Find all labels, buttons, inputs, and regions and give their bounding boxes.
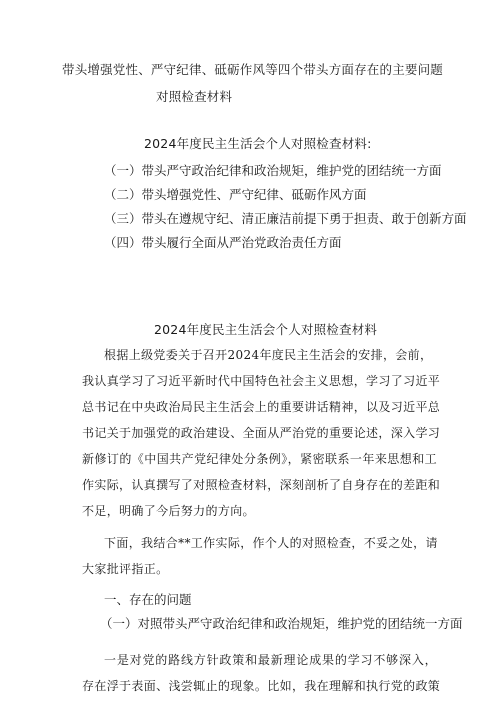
paragraph-line: 作实际，认真撰写了对照检查材料，深刻剖析了自身存在的差距和 [82,478,441,492]
document-title-line-2: 对照检查材料 [156,89,233,104]
toc-item-4: （四）带头履行全面从严治党政治责任方面 [104,235,342,250]
paragraph-line: 我认真学习了习近平新时代中国特色社会主义思想，学习了习近平 [82,374,441,388]
subsection-heading: （一）对照带头严守政治纪律和政治规矩，维护党的团结统一方面 [100,616,463,631]
section-heading: 一、存在的问题 [104,592,192,607]
paragraph-line: 一是对党的路线方针政策和最新理论成果的学习不够深入， [104,653,437,667]
toc-item-3: （三）带头在遵规守纪、清正廉洁前提下勇于担责、敢于创新方面 [104,211,467,226]
toc-item-1: （一）带头严守政治纪律和政治规矩，维护党的团结统一方面 [104,163,442,178]
toc-item-2: （二）带头增强党性、严守纪律、砥砺作风方面 [104,187,367,202]
paragraph-line: 书记关于加强党的政治建设、全面从严治党的重要论述，深入学习 [82,426,441,440]
paragraph-line: 不足，明确了今后努力的方向。 [82,504,255,518]
paragraph-line: 大家批评指正。 [82,562,169,576]
paragraph-line: 存在浮于表面、浅尝辄止的现象。比如，我在理解和执行党的政策 [82,679,441,693]
paragraph-line: 下面，我结合**工作实际，作个人的对照检查，不妥之处，请 [104,536,438,550]
document-title-line-1: 带头增强党性、严守纪律、砥砺作风等四个带头方面存在的主要问题 [62,62,444,77]
main-heading: 2024年度民主生活会个人对照检查材料 [154,322,378,337]
paragraph-line: 新修订的《中国共产党纪律处分条例》，紧密联系一年来思想和工 [82,452,437,466]
paragraph-line: 总书记在中央政治局民主生活会上的重要讲话精神，以及习近平总 [82,400,441,414]
paragraph-line: 根据上级党委关于召开2024年度民主生活会的安排，会前， [104,348,433,362]
toc-heading: 2024年度民主生活会个人对照检查材料: [144,136,372,151]
